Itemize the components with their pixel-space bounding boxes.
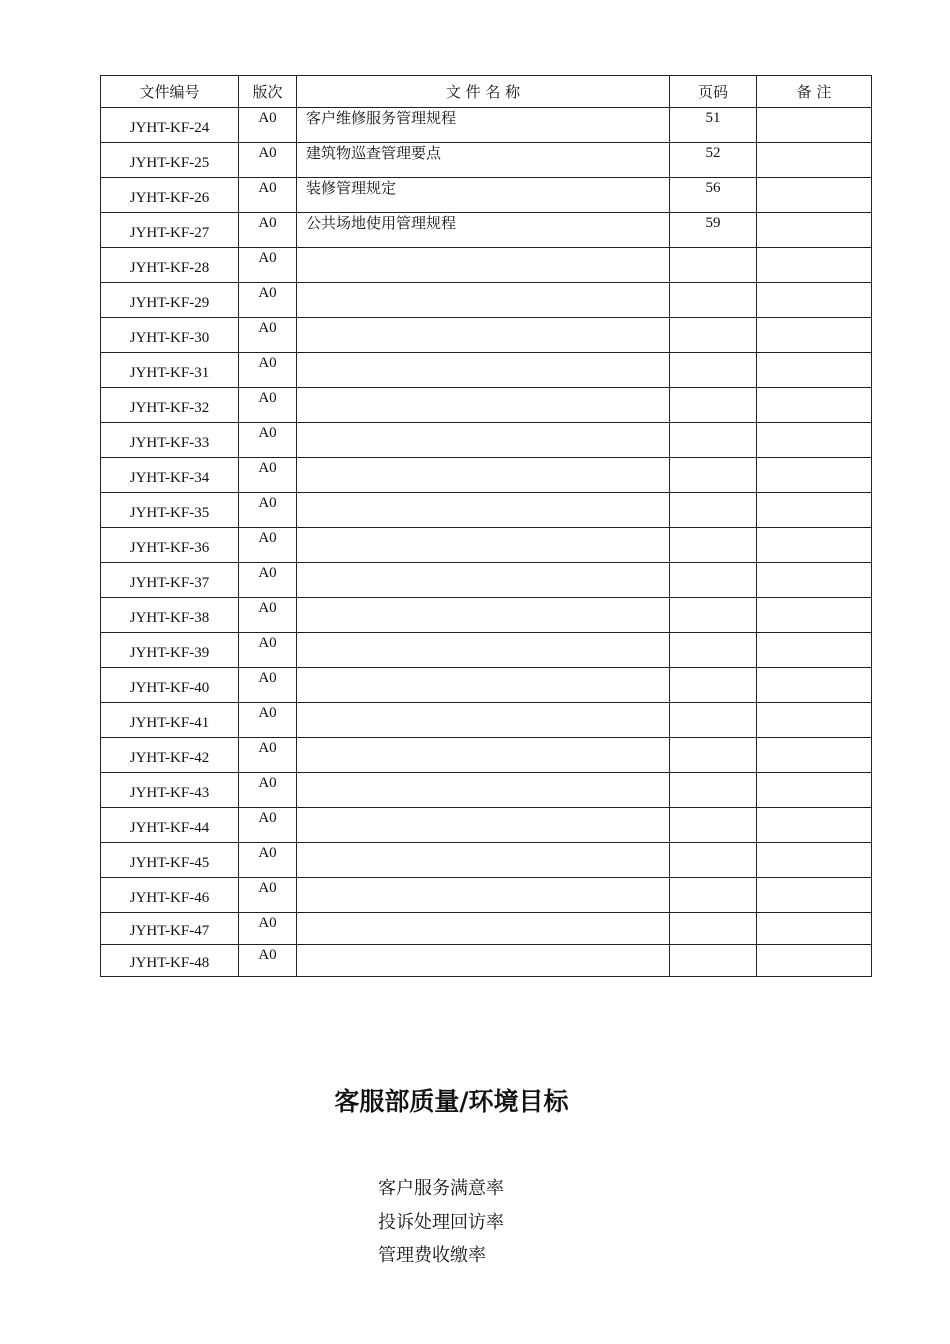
- cell-page: [670, 283, 757, 318]
- cell-remark: [757, 945, 872, 977]
- cell-version: A0: [239, 808, 297, 843]
- cell-page: [670, 353, 757, 388]
- cell-page: [670, 913, 757, 945]
- cell-page: [670, 458, 757, 493]
- cell-version: A0: [239, 493, 297, 528]
- cell-version: A0: [239, 353, 297, 388]
- table-row: [101, 738, 872, 773]
- cell-code: [101, 668, 239, 703]
- table-row: [101, 703, 872, 738]
- cell-page: [670, 843, 757, 878]
- cell-code: [101, 108, 239, 143]
- cell-version: A0: [239, 945, 297, 977]
- cell-name: [297, 598, 670, 633]
- cell-page: [670, 703, 757, 738]
- cell-code-text: JYHT-KF-40: [129, 679, 210, 696]
- cell-remark: [757, 283, 872, 318]
- cell-version: A0: [239, 388, 297, 423]
- cell-code: [101, 703, 239, 738]
- cell-page: [670, 248, 757, 283]
- table-row: [101, 808, 872, 843]
- cell-version: A0: [239, 738, 297, 773]
- cell-version: A0: [239, 528, 297, 563]
- cell-code: [101, 945, 239, 977]
- cell-remark: [757, 843, 872, 878]
- cell-version: A0: [239, 563, 297, 598]
- header-page: 页码: [670, 76, 757, 108]
- cell-name: [297, 808, 670, 843]
- cell-name: [297, 248, 670, 283]
- table-row: [101, 945, 872, 977]
- goal-list: [378, 1172, 504, 1273]
- table-row: [101, 598, 872, 633]
- goal-item: 管理费收缴率: [378, 1245, 486, 1266]
- cell-name: [297, 353, 670, 388]
- cell-page: [670, 945, 757, 977]
- cell-remark: [757, 808, 872, 843]
- cell-name: [297, 878, 670, 913]
- table-row: [101, 528, 872, 563]
- cell-version: A0: [239, 633, 297, 668]
- cell-code: [101, 388, 239, 423]
- cell-name: [297, 458, 670, 493]
- header-code: 文件编号: [101, 76, 239, 108]
- table-row: [101, 248, 872, 283]
- table-header-row: [101, 76, 872, 108]
- cell-version: A0: [239, 213, 297, 248]
- table-body: [101, 108, 872, 977]
- cell-remark: [757, 878, 872, 913]
- cell-code-text: JYHT-KF-38: [129, 609, 210, 626]
- cell-code-text: JYHT-KF-28: [129, 259, 210, 276]
- cell-code-text: JYHT-KF-26: [129, 189, 210, 206]
- table-row: [101, 563, 872, 598]
- cell-code-text: JYHT-KF-37: [129, 574, 210, 591]
- cell-code-text: JYHT-KF-34: [129, 469, 210, 486]
- cell-page: [670, 563, 757, 598]
- goal-item: 客户服务满意率: [378, 1178, 504, 1199]
- cell-page: [670, 738, 757, 773]
- cell-version: A0: [239, 423, 297, 458]
- cell-code-text: JYHT-KF-39: [129, 644, 210, 661]
- cell-page: [670, 878, 757, 913]
- cell-remark: [757, 738, 872, 773]
- cell-name: [297, 913, 670, 945]
- cell-remark: [757, 598, 872, 633]
- cell-remark: [757, 388, 872, 423]
- table-row: [101, 318, 872, 353]
- cell-version: A0: [239, 843, 297, 878]
- table-row: [101, 143, 872, 178]
- cell-page: 52: [670, 143, 757, 178]
- cell-page: [670, 528, 757, 563]
- cell-code-text: JYHT-KF-43: [129, 784, 210, 801]
- cell-name: [297, 388, 670, 423]
- cell-code-text: JYHT-KF-45: [129, 854, 210, 871]
- header-name: 文 件 名 称: [297, 76, 670, 108]
- cell-code-text: JYHT-KF-46: [129, 889, 210, 906]
- cell-name: [297, 633, 670, 668]
- cell-version: A0: [239, 143, 297, 178]
- cell-remark: [757, 493, 872, 528]
- cell-name: 装修管理规定: [297, 178, 670, 213]
- cell-remark: [757, 213, 872, 248]
- cell-code-text: JYHT-KF-24: [129, 119, 210, 136]
- cell-page: [670, 598, 757, 633]
- table-row: [101, 668, 872, 703]
- cell-name: [297, 773, 670, 808]
- cell-name: 建筑物巡查管理要点: [297, 143, 670, 178]
- cell-remark: [757, 703, 872, 738]
- cell-code: [101, 178, 239, 213]
- cell-name: [297, 528, 670, 563]
- cell-code: [101, 598, 239, 633]
- section-title: 客服部质量/环境目标: [334, 1087, 569, 1116]
- cell-code: [101, 318, 239, 353]
- cell-code: [101, 913, 239, 945]
- cell-code: [101, 493, 239, 528]
- cell-code-text: JYHT-KF-42: [129, 749, 210, 766]
- cell-code-text: JYHT-KF-44: [129, 819, 210, 836]
- cell-code-text: JYHT-KF-33: [129, 434, 210, 451]
- header-version: 版次: [239, 76, 297, 108]
- cell-name: [297, 738, 670, 773]
- cell-remark: [757, 318, 872, 353]
- table-row: [101, 178, 872, 213]
- table-row: [101, 913, 872, 945]
- cell-name: [297, 945, 670, 977]
- table-row: [101, 213, 872, 248]
- table-row: [101, 878, 872, 913]
- cell-version: A0: [239, 913, 297, 945]
- cell-remark: [757, 108, 872, 143]
- table-row: [101, 423, 872, 458]
- cell-remark: [757, 633, 872, 668]
- cell-code-text: JYHT-KF-29: [129, 294, 210, 311]
- cell-name: [297, 283, 670, 318]
- cell-remark: [757, 528, 872, 563]
- cell-remark: [757, 178, 872, 213]
- cell-name: [297, 318, 670, 353]
- cell-remark: [757, 143, 872, 178]
- cell-code: [101, 738, 239, 773]
- cell-code: [101, 633, 239, 668]
- cell-code: [101, 213, 239, 248]
- cell-code-text: JYHT-KF-32: [129, 399, 210, 416]
- cell-page: 51: [670, 108, 757, 143]
- cell-page: [670, 633, 757, 668]
- cell-page: [670, 423, 757, 458]
- cell-name: [297, 423, 670, 458]
- cell-version: A0: [239, 703, 297, 738]
- cell-code: [101, 458, 239, 493]
- cell-version: A0: [239, 248, 297, 283]
- cell-remark: [757, 353, 872, 388]
- cell-version: A0: [239, 458, 297, 493]
- cell-code: [101, 283, 239, 318]
- cell-name: 公共场地使用管理规程: [297, 213, 670, 248]
- cell-remark: [757, 668, 872, 703]
- cell-version: A0: [239, 283, 297, 318]
- cell-code: [101, 248, 239, 283]
- table-row: [101, 493, 872, 528]
- cell-code: [101, 773, 239, 808]
- cell-code-text: JYHT-KF-36: [129, 539, 210, 556]
- table-row: [101, 353, 872, 388]
- table-row: [101, 283, 872, 318]
- cell-page: [670, 318, 757, 353]
- cell-version: A0: [239, 108, 297, 143]
- cell-remark: [757, 248, 872, 283]
- cell-remark: [757, 458, 872, 493]
- cell-name: [297, 563, 670, 598]
- cell-code-text: JYHT-KF-25: [129, 154, 210, 171]
- cell-code-text: JYHT-KF-27: [129, 224, 210, 241]
- cell-name: 客户维修服务管理规程: [297, 108, 670, 143]
- cell-page: [670, 668, 757, 703]
- cell-name: [297, 703, 670, 738]
- cell-code: [101, 808, 239, 843]
- cell-remark: [757, 423, 872, 458]
- cell-version: A0: [239, 668, 297, 703]
- table-row: [101, 108, 872, 143]
- cell-page: [670, 388, 757, 423]
- cell-code: [101, 563, 239, 598]
- cell-version: A0: [239, 178, 297, 213]
- cell-code: [101, 353, 239, 388]
- header-remark: 备 注: [757, 76, 872, 108]
- cell-name: [297, 493, 670, 528]
- cell-page: [670, 493, 757, 528]
- cell-code-text: JYHT-KF-48: [129, 955, 210, 971]
- cell-remark: [757, 773, 872, 808]
- cell-remark: [757, 913, 872, 945]
- cell-code-text: JYHT-KF-31: [129, 364, 210, 381]
- cell-version: A0: [239, 318, 297, 353]
- cell-remark: [757, 563, 872, 598]
- cell-name: [297, 668, 670, 703]
- table-row: [101, 773, 872, 808]
- table-row: [101, 458, 872, 493]
- table-row: [101, 633, 872, 668]
- cell-code: [101, 143, 239, 178]
- cell-code: [101, 423, 239, 458]
- cell-code-text: JYHT-KF-47: [129, 923, 210, 939]
- cell-version: A0: [239, 878, 297, 913]
- cell-code: [101, 843, 239, 878]
- cell-page: [670, 773, 757, 808]
- cell-page: [670, 808, 757, 843]
- cell-page: 56: [670, 178, 757, 213]
- cell-code-text: JYHT-KF-35: [129, 504, 210, 521]
- cell-code: [101, 528, 239, 563]
- goal-item: 投诉处理回访率: [378, 1211, 504, 1233]
- document-index-table: [100, 75, 872, 977]
- cell-code-text: JYHT-KF-41: [129, 714, 210, 731]
- table-row: [101, 843, 872, 878]
- cell-code-text: JYHT-KF-30: [129, 329, 210, 346]
- cell-code: [101, 878, 239, 913]
- cell-name: [297, 843, 670, 878]
- table-row: [101, 388, 872, 423]
- cell-version: A0: [239, 773, 297, 808]
- cell-page: 59: [670, 213, 757, 248]
- cell-version: A0: [239, 598, 297, 633]
